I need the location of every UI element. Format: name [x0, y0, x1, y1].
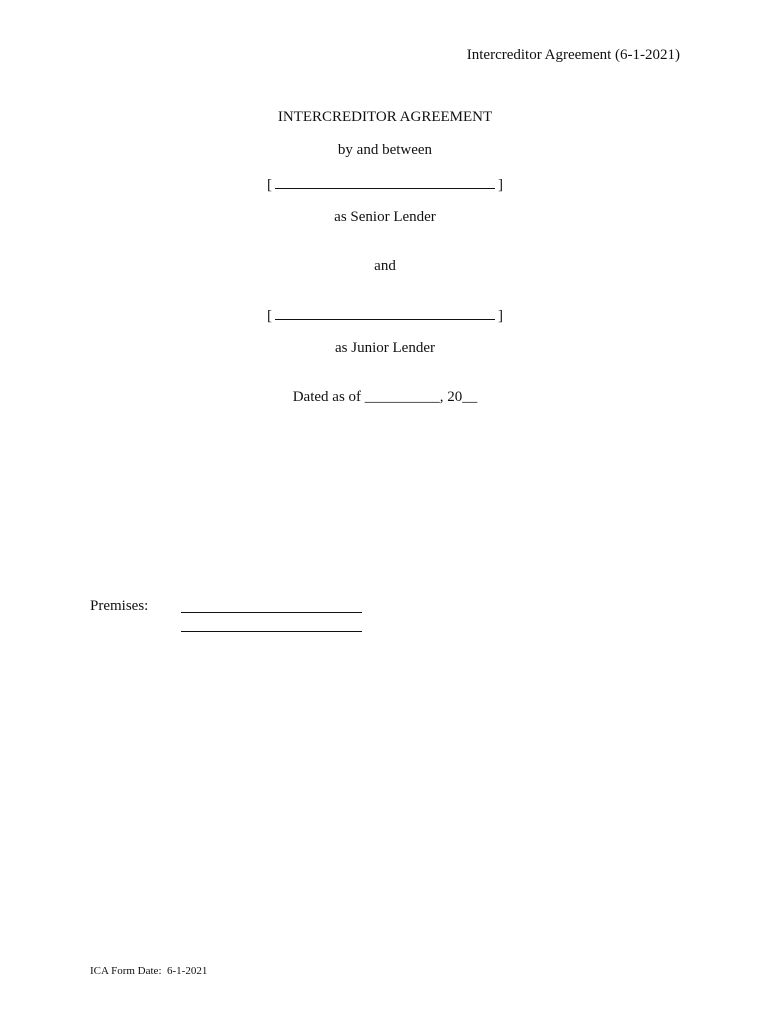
document-title: INTERCREDITOR AGREEMENT — [277, 109, 493, 125]
junior-lender-blank[interactable] — [275, 307, 495, 320]
senior-lender-name-field[interactable] — [0, 176, 770, 194]
junior-lender-role: as Junior Lender — [335, 340, 435, 356]
premises-label: Premises: — [90, 598, 149, 614]
and-text: and — [374, 258, 396, 274]
junior-close-bracket: ] — [498, 308, 503, 324]
junior-lender-name-field[interactable] — [0, 307, 770, 325]
senior-lender-blank[interactable] — [275, 176, 495, 189]
running-header: Intercreditor Agreement (6-1-2021) — [466, 47, 680, 63]
form-date-footer: ICA Form Date: 6-1-2021 — [90, 965, 208, 977]
dated-as-of-line: Dated as of __________, 20__ — [292, 389, 478, 405]
premises-address-line-1[interactable] — [181, 612, 362, 613]
junior-open-bracket: [ — [267, 308, 272, 324]
senior-close-bracket: ] — [498, 177, 503, 193]
senior-open-bracket: [ — [267, 177, 272, 193]
senior-lender-role: as Senior Lender — [334, 209, 436, 225]
premises-address-line-2[interactable] — [181, 631, 362, 632]
by-and-between-text: by and between — [337, 142, 433, 158]
